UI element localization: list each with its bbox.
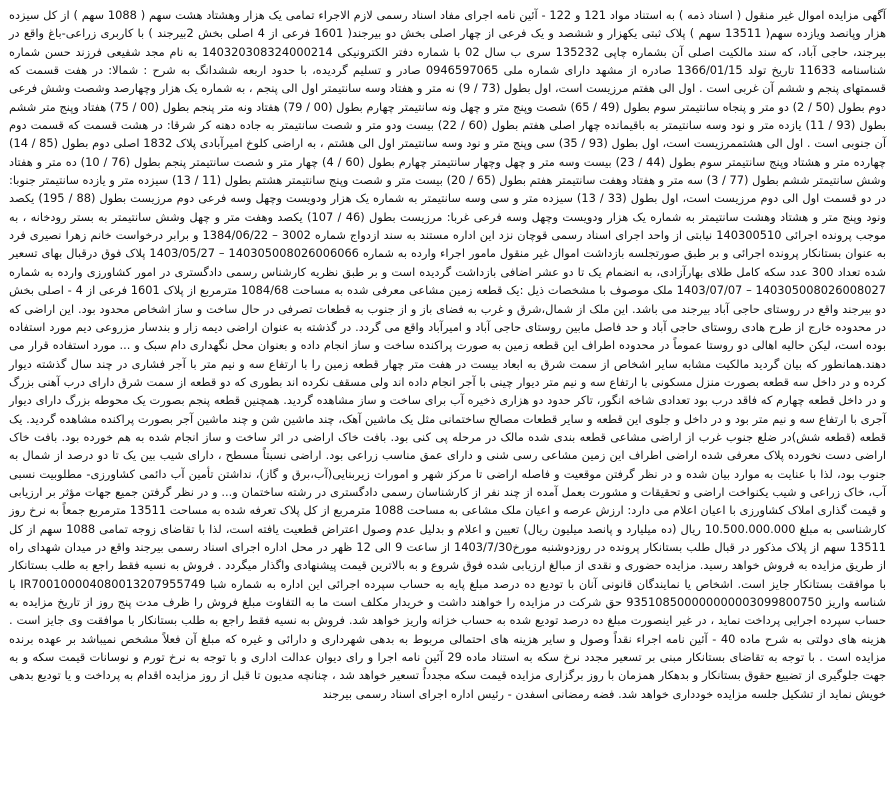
notice-body-text: آگهی مزایده اموال غیر منقول ( اسناد ذمه ) به استناد مواد 121 و 122 - آئین نامه اجرای مفاد اسناد رسمی لازم الاجراء تمامی یک هزار وهشتاد هشت سهم ( 1088 سهم ) از کل سیزده هزار وپانصد ویازده سهم( 13511 سهم ) پلاک ثبتی یکهزار و ششصد و یک فرعی از چهار اصلی بخش دو بیرجند( 1601 فرعی از 4 اصلی بخش 2بیرجند ) با کاربری زراعی-باغ واقع در بیرجند، حاجی آباد، که سند مالکیت اصلی آن بشماره چاپی 135232 سری ب سال 02 با شماره دفتر الکترونیکی 140320308324000214 به نام مجد شفیعی فرزند حسن شماره شناسنامه 11633 تاریخ تولد 1366/01/15 صادره از مشهد دارای شماره ملی 0946597065 صادر و تسلیم گردیده، با حدود اربعه ششدانگ به شرح : شمالا: در هفت قسمت که قسمتهای پنجم و ششم آن غربی است . اول الی هفتم مرزیست است، اول بطول (73 / 9) نه متر و هفتاد وسه سانتیمتر اول الی پنجم ، به شماره یک هزار وچهارصد وشصت وشش فرعی دوم بطول (50 / 2) دو متر و پنجاه سانتیمتر سوم بطول (49 / 65) شصت وپنج متر و چهل ونه سانتیمتر چهارم بطول (00 / 79) هفتاد ونه متر پنجم بطول (00 / 75) هفتاد وپنج متر ششم بطول (93 / 11) یازده متر و نود وسه سانتیمتر به باقیمانده چهار اصلی هفتم بطول (60 / 22) بیست ودو متر و شصت سانتیمتر به جاده دهنه کر شرقا: در هشت قسمت که قسمت دوم آن جنوبی است . اول الی هشتممرزیست است، اول بطول (93 / 35) سی وپنج متر و نود وسه سانتیمتر اول الی هشتم ، به اراضی کلوخ امیرآبادی پلاک 1832 اصلی دوم بطول (85 / 14) چهارده متر و هشتاد وپنج سانتیمتر سوم بطول (44 / 23) بیست وسه متر و چهل وچهار سانتیمتر چهارم بطول (60 / 4) چهار متر و شصت سانتیمتر پنجم بطول (76 / 10) ده متر و هفتاد وشش سانتیمتر ششم بطول (77 / 3) سه متر و هفتاد وهفت سانتیمتر هفتم بطول (65 / 20) بیست متر و شصت وپنج سانتیمتر هشتم بطول (11 / 13) سیزده متر و یازده سانتیمتر جنوبا: در دو قسمت اول الی دوم مرزیست است، اول بطول (33 / 13) سیزده متر و سی وسه سانتیمتر به شماره یک هزار ودویست وچهل وسه فرعی دوم مرزیست بطول (88 / 195) یکصد ونود وپنج متر و هشتاد وهشت سانتیمتر به شماره یک هزار ودویست وچهل وسه فرعی غربا: مرزیست بطول (46 / 107) یکصد وهفت متر و چهل وشش سانتیمتر به بستر رودخانه ، به موجب پرونده اجرائی 140300510 نیابتی از واحد اجرای اسناد رسمی قوچان نزد این اداره مستند به سند ازدواج شماره 3002 – 1384/06/22 و برابر درخواست خانم زهرا نصیری فرد به عنوان بستانکار پرونده اجرائی و بر طبق صورتجلسه بازداشت اموال غیر منقول مامور اجراء وارده به شماره 140305008026006066 – 1403/05/27 پلاک فوق درقبال بهای تسعیر شده تعداد 300 عدد سکه کامل طلای بهارآزادی، به انضمام یک تا دو عشر اضافی بازداشت گردیده است و بر طبق نظریه کارشناس رسمی دادگستری در امور کشاورزی وارده به شماره 140305008026008027 – 1403/07/07 ملک موصوف با مشخصات ذیل :یک قطعه زمین مشاعی معرفی شده به مساحت 1084/68 مترمربع از پلاک 1601 فرعی از 4 - اصلی بخش دو بیرجند واقع در روستای حاجی آباد بیرجند می باشد. این ملک از شمال،شرق و غرب به فضای باز و از جنوب به قطعات تصرفی در حال ساخت و ساز اشخاص محدود بود. این اراضی که در محدوده خارج از طرح هادی روستای حاجی آباد و حد فاصل مابین روستای حاجی آباد و امیرآباد واقع می گردد. در گذشته به عنوان اراضی دیمه زار و بندسار مزروعی دیم مورد استفاده بوده است، لیکن حالیه اهالی دو روستا عموماً در محدوده اطراف این قطعه زمین به صورت پراکنده ساخت و ساز انجام داده و بعنوان محل نگهداری دام سبک و ... مورد استفاده قرار می دهند.همانطور که بیان گردید مالکیت مشابه سایر اشخاص از سمت شرق به ابعاد بیست در هفت متر چهار قطعه زمین را با ارتفاع سه و نیم متر با آجر فشاری در چند سال گذشته دیوار کرده و در داخل سه قطعه بصورت منزل مسکونی با ارتفاع سه و نیم متر دیوار چینی با آجر انجام داده اند ولی مسقف نکرده اند بطوری که دو قطعه از سمت شرق دارای درب آهنی بزرگ و در داخل قطعه چهارم که فاقد درب بود تعدادی شاخه انگور، تاکر حدود دو هزاری ذخیره آب برای ساخت و ساز مشاهده گردید. همچنین قطعه پنجم بصورت یک محوطه بزرگ دارای دیوار آجری با ارتفاع سه و نیم متر بود و در داخل و جلوی این قطعه و سایر قطعات مصالح ساختمانی مثل یک ماشین آهک، چند ماشین شن و چند ماشین آجر بصورت پراکنده مشاهده گردید. یک قطعه (قطعه شش)در ضلع جنوب غرب از اراضی مشاعی قطعه بندی شده مالک در مرحله پی کنی بود. بافت خاک اراضی در اثر ساخت و ساز انجام شده به هم خورده بود. بافت خاک اراضی دست نخورده پلاک معرفی شده اراضی اطراف این زمین مشاعی رسی شنی و دارای عمق مناسب زراعی بود. اراضی نسبتاً مسطح ، دارای شیب بین یک تا دو درصد از شمال به جنوب بود، لذا با عنایت به موارد بیان شده و در نظر گرفتن موقعیت و فاصله اراضی تا مرکز شهر و امورات زیربنایی(آب،برق و گاز)، نداشتن تأمین آب دائمی کشاورزی- مطلوبیت نسبی آب، خاک زراعی و شیب یکنواخت اراضی و تحقیقات و مشورت بعمل آمده از چند نفر از کارشناسان رسمی دادگستری در رشته ساختمان و... و در نظر گرفتن جمیع جهات مؤثر بر ارزیابی و قیمت گذاری املاک کشاورزی با اعیان اعلام می دارد: ارزش عرصه و اعیان ملک مشاعی به مساحت 1088 مترمربع از کل پلاک تعرفه شده به مساحت 13511 مترمربع جمعاً به نرخ روز کارشناسی به مبلغ 10.500.000.000 ریال (ده میلیارد و پانصد میلیون ریال) تعیین و اعلام و بدلیل عدم وصول اعتراض قطعیت یافته است، لذا با تقاضای زوجه تمامی 1088 سهم از کل 13511 سهم از پلاک مذکور در قبال طلب بستانکار پرونده در روزدوشنبه مورخ1403/7/30 از ساعت 9 الی 12 ظهر در محل اداره اجرای اسناد رسمی بیرجند واقع در میدان شهدای راه از طریق مزایده به فروش خواهد رسید. مزایده حضوری و نقدی از مبالغ ارزیابی شده فوق شروع و به بالاترین قیمت پیشنهادی واگذار میگردد . فروش به نسیه فقط راجع به طلب بستانکار با موافقت بستانکار جایز است. اشخاص یا نمایندگان قانونی آنان با تودیع ده درصد مبلغ پایه به حساب سپرده اجرائی این اداره به شماره شبا IR700100004080013207955749 با شناسه واریز 935108500000000003099800750 حق شرکت در مزایده را خواهند داشت و خریدار مکلف است ما به التفاوت مبلغ فروش را ظرف مدت پنج روز از تاریخ مزایده به حساب سپرده اجرایی پرداخت نماید ، در غیر اینصورت مبلغ ده درصد تودیع شده به حساب خزانه واریز خواهد شد. فروش به نسیه فقط راجع به طلب بستانکار با موافقت وی جایز است . هزینه های دولتی به شرح ماده 40 - آئین نامه اجراء نقداً وصول و سایر هزینه های احتمالی مربوط به بدهی شهرداری و دارائی و غیره که مبلغ آن فعلاً مشخص نمیباشد بر عهده برنده مزایده است . با توجه به تقاضای بستانکار مبنی بر تسعیر مجدد نرخ سکه به استناد ماده 29 آئین نامه اجرا و رای دیوان عدالت اداری و با توجه به نرخ تورم و نوسانات قیمت سکه و به جهت جلوگیری از تضییع حقوق بستانکار و بدهکار همزمان با روز برگزاری مزایده قیمت سکه مجدداً تسعیر خواهد شد ، چنانچه مدیون تا قبل از روز مزایده اقدام به پرداخت و یا تودیع بدهی خویش نماید از تشکیل جلسه مزایده خودداری خواهد شد. فضه رمضانی اسفدن - رئیس اداره اجرای اسناد رسمی بیرجند	[9, 8, 887, 701]
